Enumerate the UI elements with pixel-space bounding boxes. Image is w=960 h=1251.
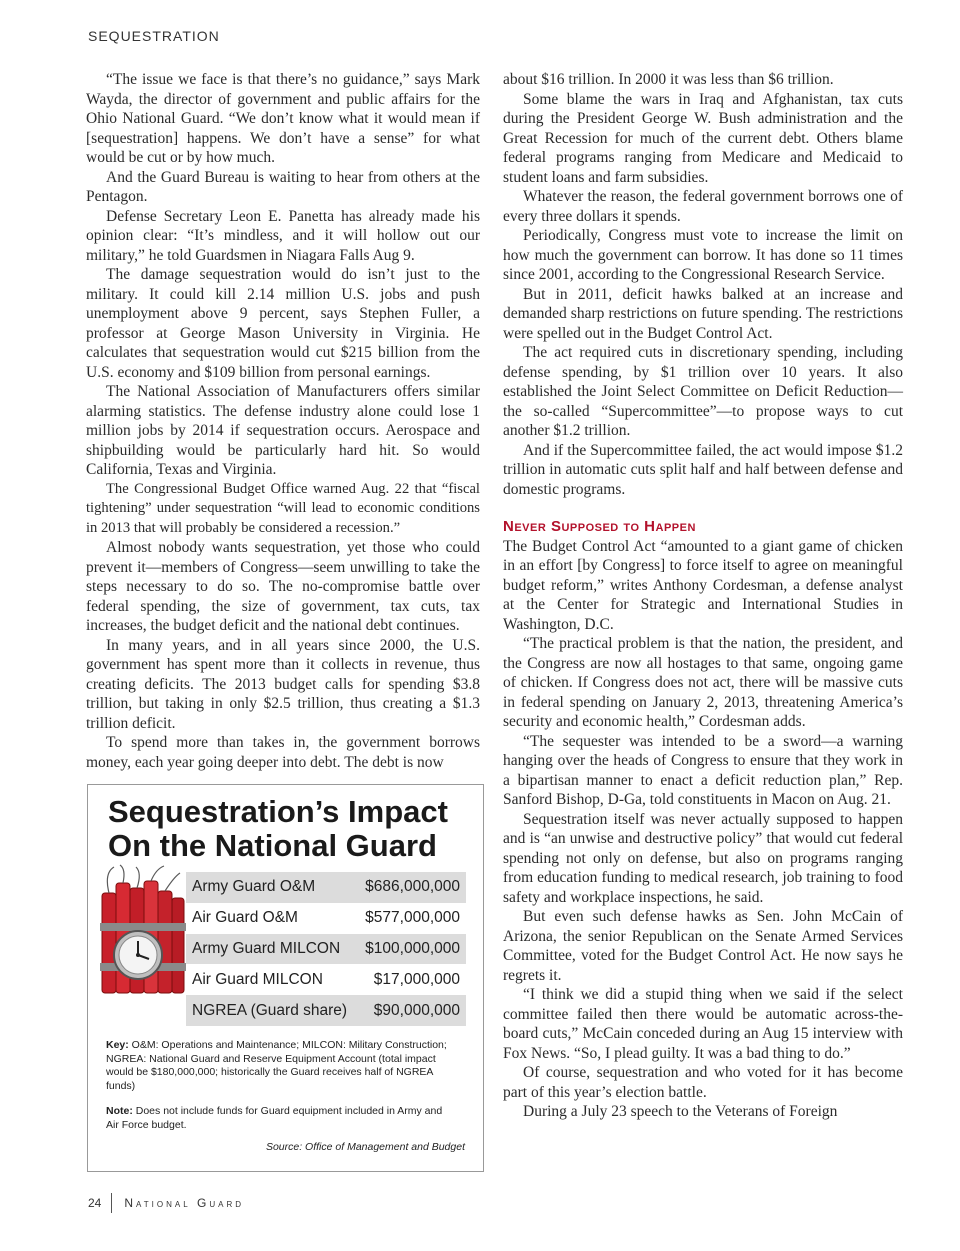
paragraph: Whatever the reason, the federal government borrows one of every three dollars it spends. — [503, 188, 903, 225]
paragraph: To spend more than takes in, the government borrows money, each year going deeper into debt. The debt is now — [86, 734, 480, 771]
paragraph: “The issue we face is that there’s no guidance,” says Mark Wayda, the director of government and public affairs for the Ohio National Guard. “We don’t know what it would mean if [sequestration] happens. We don’t have a sense” for what would be cut or by how much. — [86, 71, 480, 166]
footer-divider — [111, 1193, 112, 1213]
publication-name: National Guard — [124, 1196, 244, 1210]
table-row — [186, 995, 466, 1026]
paragraph: In many years, and in all years since 2000, the U.S. government has spent more than it collects in revenue, thus creating deficits. The 2013 budget calls for spending $3.8 trillion, but taking in only $2.5 trillion, thus creating a $1.3 trillion deficit. — [86, 636, 480, 732]
row-label: Air Guard MILCON — [192, 970, 323, 988]
note-label: Note: — [106, 1105, 133, 1117]
paragraph: Some blame the wars in Iraq and Afghanistan, tax cuts during the President George W. Bush administration and the Great Recession for much of the current debt. Others blame federal programs ranging from Medicare and Medicaid to student loans and farm subsidies. — [503, 90, 903, 186]
table-row — [186, 872, 466, 903]
paragraph: During a July 23 speech to the Veterans of Foreign — [523, 1103, 838, 1120]
dynamite-clock-icon — [94, 863, 194, 1013]
section-label: SEQUESTRATION — [88, 28, 220, 44]
paragraph: Of course, sequestration and who voted for it has become part of this year’s election battle. — [503, 1064, 903, 1101]
paragraph: “The sequester was intended to be a sword—a warning hanging over the heads of Congress to ensure that they work in a bipartisan manner to enact a deficit reduction plan,” Rep. Sanford Bishop, D-Ga, told constituents in Macon on Aug. 21. — [503, 732, 903, 808]
paragraph: about $16 trillion. In 2000 it was less than $6 trillion. — [503, 71, 834, 88]
row-amount: $577,000,000 — [365, 909, 460, 927]
left-column — [86, 70, 480, 772]
paragraph: The act required cuts in discretionary spending, including defense spending, by $1 trillion over 10 years. It also established the Joint Select Committee on Deficit Reduction—the so-called “Supercommittee”—to propose ways to cut another $1.2 trillion. — [503, 344, 903, 439]
paragraph: The National Association of Manufacturers offers similar alarming statistics. The defense industry alone could lose 1 million jobs by 2014 if sequestration occurs. Aerospace and shipbuilding would be particularly hard hit. So would California, Texas and Virginia. — [86, 383, 480, 478]
table-row — [186, 934, 466, 965]
paragraph: The Congressional Budget Office warned Aug. 22 that “fiscal tightening” under sequestration “will lead to economic conditions in 2013 that will probably be considered a recession.” — [86, 480, 480, 536]
row-amount: $686,000,000 — [357, 872, 466, 903]
paragraph: Defense Secretary Leon E. Panetta has already made his opinion clear: “It’s mindless, and it will hollow out our military,” he told Guardsmen in Niagara Falls Aug 9. — [86, 207, 480, 264]
note-text: Does not include funds for Guard equipment included in Army and Air Force budget. — [106, 1105, 443, 1131]
paragraph: Almost nobody wants sequestration, yet those who could prevent it—members of Congress—seem unwilling to take the steps necessary to do so. The no-compromise battle over federal spending, the size of government, tax cuts, tax increases, the budget deficit and the national debt continues. — [86, 539, 480, 634]
infobox-source: Source: Office of Management and Budget — [265, 1141, 465, 1153]
paragraph: And if the Supercommittee failed, the act would impose $1.2 trillion in automatic cuts split half and half between defense and domestic programs. — [503, 441, 903, 498]
table-row — [186, 903, 466, 934]
row-amount: $17,000,000 — [373, 970, 460, 988]
row-amount: $90,000,000 — [357, 995, 466, 1026]
paragraph: “I think we did a stupid thing when we said if the select committee failed then there would be automatic across-the-board cuts,” McCain conceded during an Aug 15 interview with Fox News. “So, I plead guilty. It was a bad thing to do.” — [503, 986, 903, 1062]
infobox-key — [106, 1039, 451, 1093]
row-label: Army Guard O&M — [186, 872, 357, 903]
paragraph: But even such defense hawks as Sen. John McCain of Arizona, the senior Republican on the Senate Armed Services Committee, voted for the Budget Control Act. He now says he regrets it. — [503, 908, 903, 984]
key-text: O&M: Operations and Maintenance; MILCON: Military Construction; NGREA: National Guard and Reserve Equipment Account (total impact would be $180,000,000; historically the Guard receives half of NGREA funds) — [106, 1039, 447, 1092]
impact-table — [186, 872, 466, 1026]
paragraph: Periodically, Congress must vote to increase the limit on how much the government can borrow. It has done so 11 times since 2001, according to the Congressional Research Service. — [503, 227, 903, 283]
paragraph: The damage sequestration would do isn’t just to the military. It could kill 2.14 million U.S. jobs and push unemployment above 9 percent, says Stephen Fuller, a professor at George Mason University in Virginia. He calculates that sequestration would cut $215 billion from the U.S. economy and $109 billion from personal earnings. — [86, 266, 480, 381]
paragraph: Sequestration itself was never actually supposed to happen and is “an unwise and destructive policy” that would cut federal spending not only on defense, but also on programs ranging from education funding to medical research, job training to food safety and workplace inspections, he said. — [503, 810, 903, 906]
impact-infobox — [87, 784, 484, 1172]
paragraph: But in 2011, deficit hawks balked at an increase and demanded sharp restrictions on future spending. The restrictions were spelled out in the Budget Control Act. — [503, 285, 903, 342]
infobox-title: Sequestration’s Impact On the National Guard — [108, 794, 448, 863]
page-number: 24 — [88, 1196, 102, 1210]
infobox-note — [106, 1105, 451, 1132]
page-footer — [88, 1193, 244, 1213]
table-row — [186, 964, 466, 995]
paragraph: “The practical problem is that the nation, the president, and the Congress are now all hostages to that same, ongoing game of chicken. If Congress does not act, there will be massive cuts in federal spending on January 2, 2013, threatening America’s security and economic health,” Cordesman adds. — [503, 635, 903, 730]
row-label: NGREA (Guard share) — [186, 995, 357, 1026]
key-label: Key: — [106, 1039, 129, 1051]
row-label: Army Guard MILCON — [186, 934, 357, 965]
row-label: Air Guard O&M — [192, 909, 298, 927]
paragraph: And the Guard Bureau is waiting to hear from others at the Pentagon. — [86, 168, 480, 205]
row-amount: $100,000,000 — [357, 934, 466, 965]
right-column — [503, 70, 903, 1122]
paragraph: The Budget Control Act “amounted to a giant game of chicken in an effort [by Congress] to force itself to agree on meaningful budget reform,” writes Anthony Cordesman, a defense analyst at the Center for Strategic and International Studies in Washington, D.C. — [503, 537, 903, 633]
subheading: Never Supposed to Happen — [503, 518, 696, 535]
